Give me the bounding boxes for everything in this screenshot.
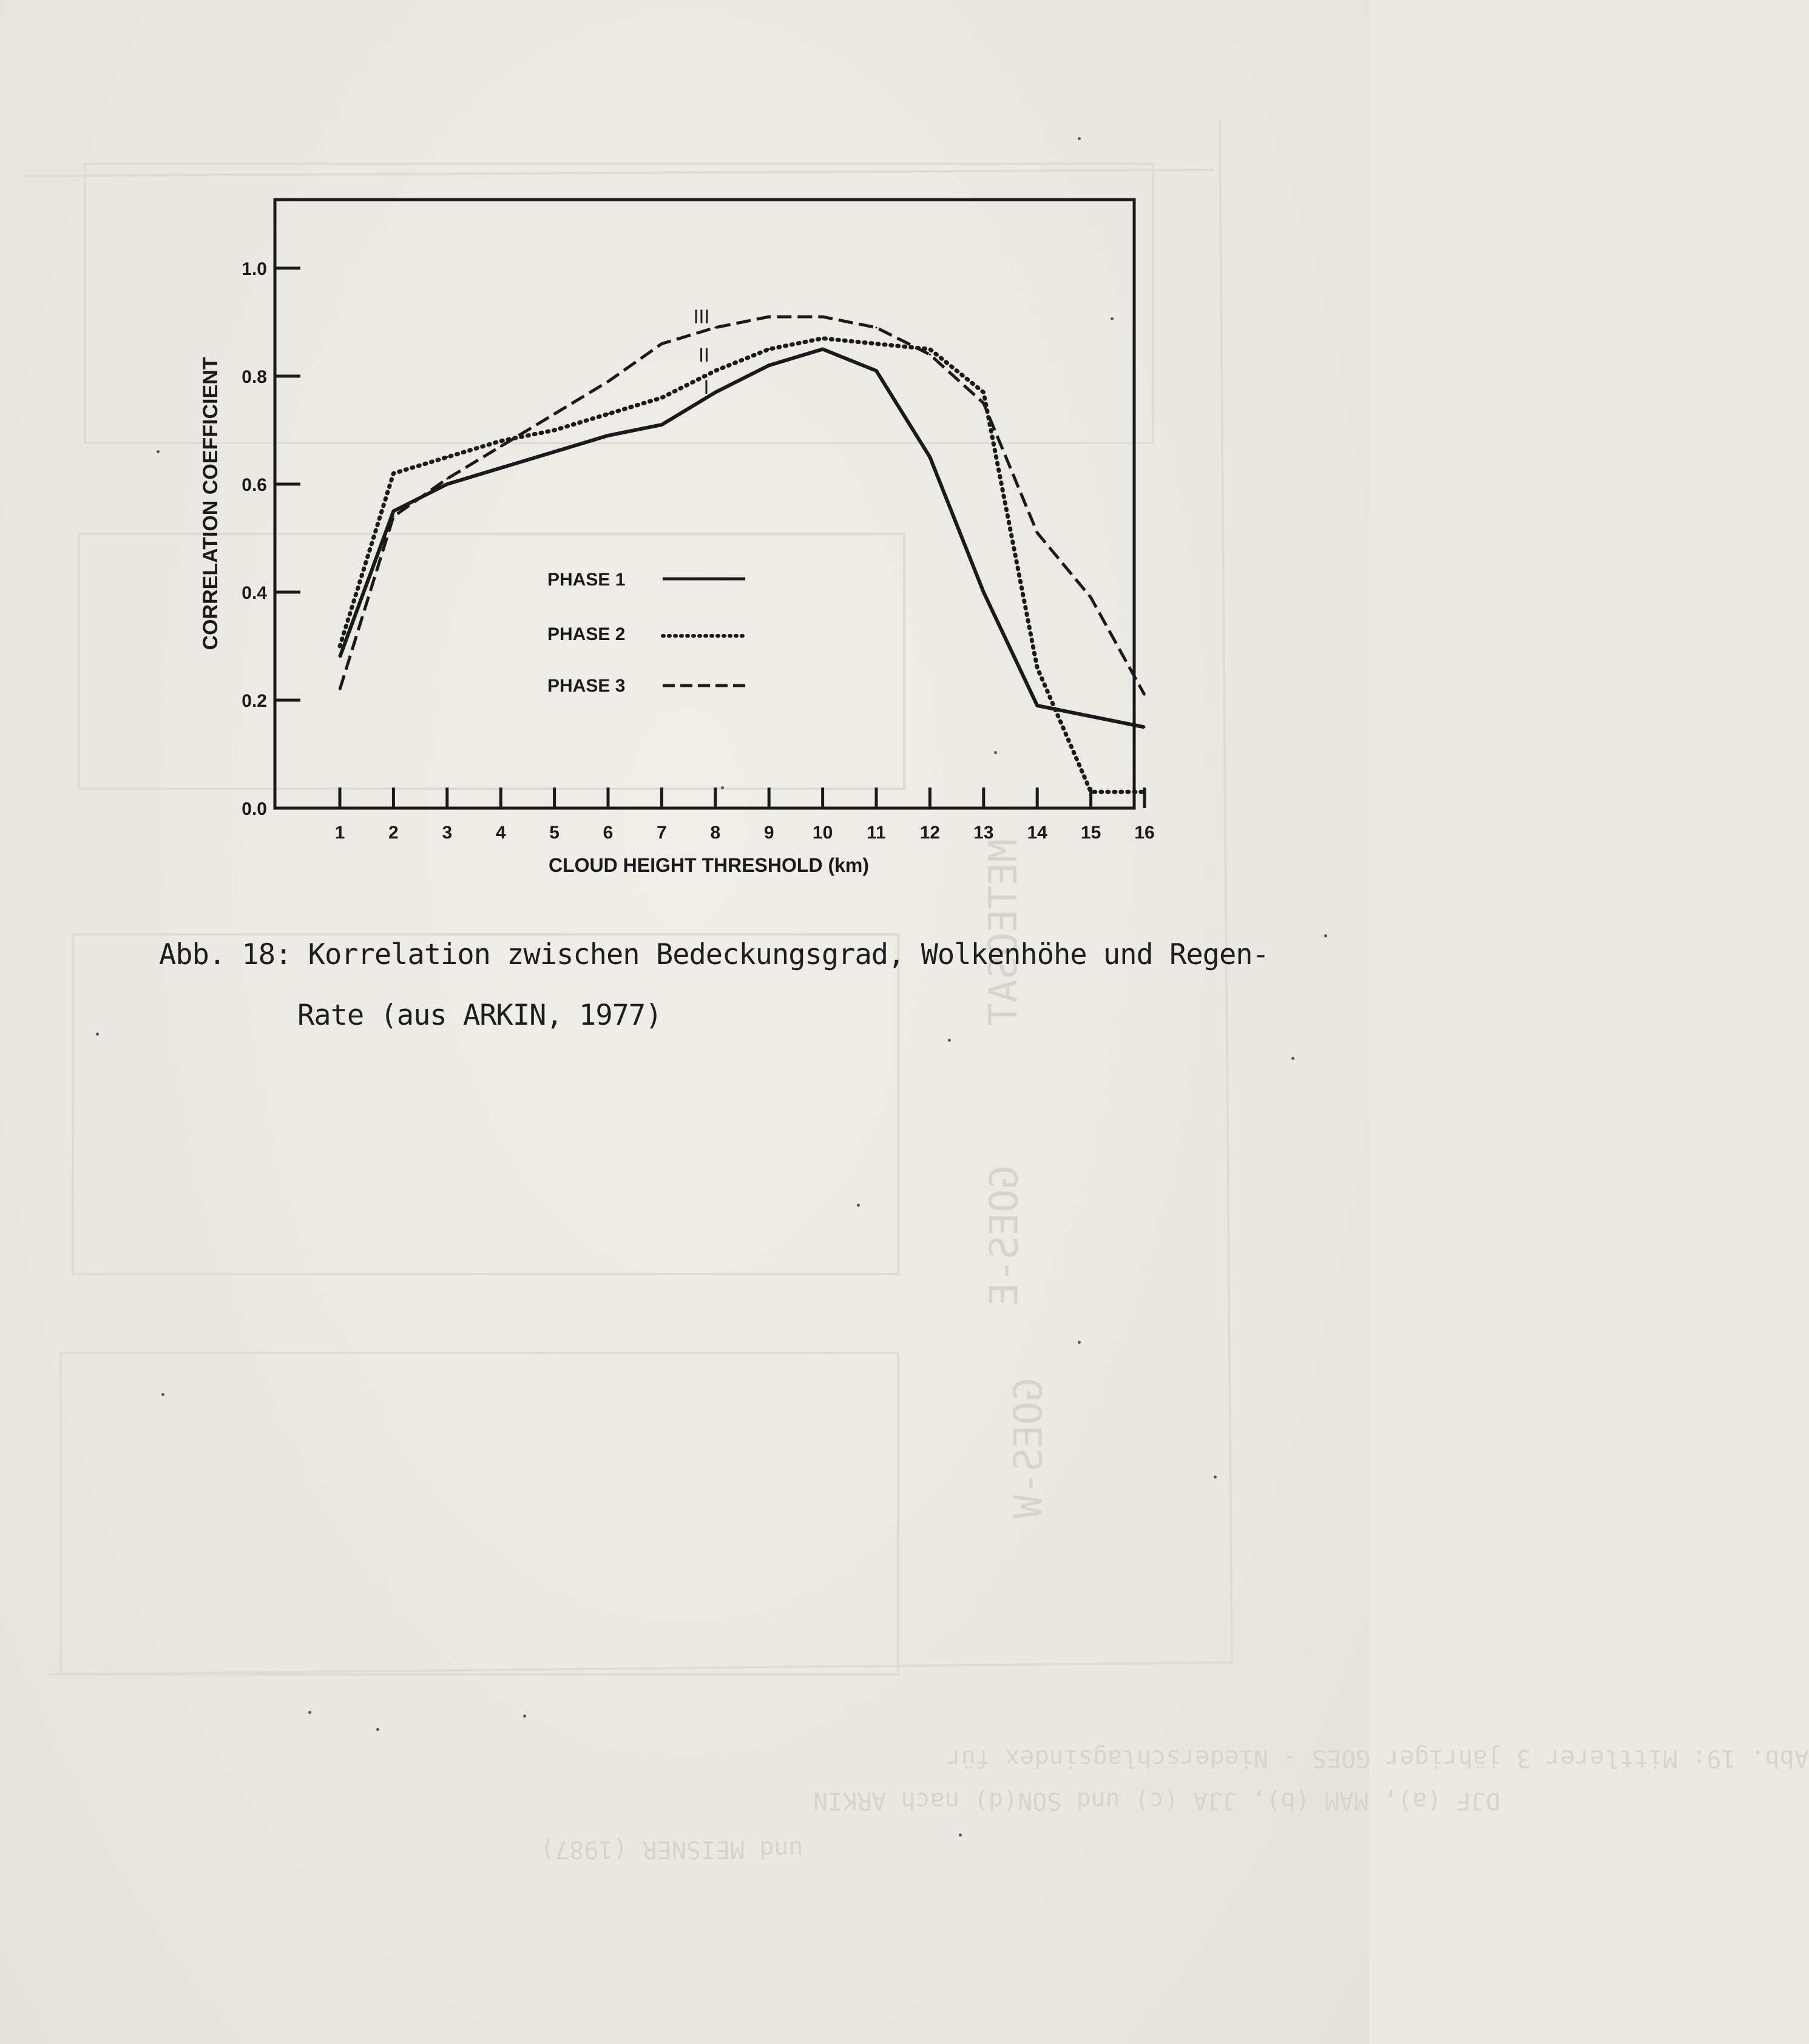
data-point-phase-2	[607, 413, 609, 415]
data-point-phase-3	[446, 478, 448, 480]
x-tick-label: 2	[388, 823, 399, 843]
series-line-phase-1	[340, 349, 1145, 727]
x-tick-label: 1	[334, 823, 345, 843]
data-point-phase-2	[1144, 791, 1146, 793]
x-tick-label: 5	[549, 823, 560, 843]
data-point-phase-3	[553, 413, 555, 415]
x-axis-title: CLOUD HEIGHT THRESHOLD (km)	[549, 854, 869, 876]
legend-label-phase-2: PHASE 2	[547, 624, 626, 644]
scan-speck	[161, 1393, 164, 1396]
data-point-phase-1	[500, 467, 502, 469]
bleed-through-map-frames	[24, 121, 1232, 1675]
scan-speck	[308, 1711, 311, 1714]
bleed-through-caption-line2: DJF (a), MAM (b), JJA (c) und SON(d) nach ARKIN	[813, 1787, 1500, 1815]
figure-caption-line1: Abb. 18: Korrelation zwischen Bedeckungsgrad, Wolkenhöhe und Regen-	[159, 938, 1269, 971]
data-point-phase-1	[714, 391, 716, 393]
scan-speck	[1111, 317, 1114, 320]
data-point-phase-3	[1090, 596, 1092, 598]
data-point-phase-1	[1090, 715, 1092, 717]
data-point-phase-2	[714, 370, 716, 372]
bleed-through-vertical-label-1: GOES-W	[1006, 1378, 1052, 1519]
data-point-phase-3	[393, 516, 394, 518]
data-point-phase-3	[661, 343, 663, 345]
data-point-phase-1	[661, 424, 663, 426]
data-point-phase-1	[393, 510, 394, 512]
y-tick-label: 0.0	[242, 799, 267, 819]
scan-speck	[1078, 1341, 1081, 1344]
x-tick-label: 4	[495, 823, 506, 843]
scan-speck	[157, 450, 160, 453]
data-point-phase-3	[876, 326, 877, 328]
x-tick-label: 6	[603, 823, 614, 843]
data-point-phase-2	[822, 337, 823, 339]
y-axis-title: CORRELATION COEFFICIENT	[199, 357, 222, 650]
data-point-phase-1	[1036, 704, 1038, 706]
data-point-phase-1	[768, 365, 770, 366]
data-point-phase-1	[876, 370, 877, 372]
y-tick-label: 0.8	[242, 367, 267, 387]
data-point-phase-3	[1036, 532, 1038, 534]
data-point-phase-1	[339, 656, 341, 658]
legend-label-phase-1: PHASE 1	[547, 570, 626, 590]
series-label-I: I	[703, 376, 709, 398]
scan-speck	[994, 751, 997, 754]
data-point-phase-3	[768, 316, 770, 318]
x-tick-label: 15	[1080, 823, 1101, 843]
scan-speck	[1078, 137, 1081, 140]
x-tick-label: 8	[710, 823, 721, 843]
x-tick-label: 14	[1027, 823, 1047, 843]
data-point-phase-3	[982, 402, 984, 404]
data-point-phase-1	[982, 592, 984, 593]
y-tick-label: 0.4	[242, 583, 267, 603]
data-point-phase-2	[929, 348, 931, 350]
scan-speck	[376, 1728, 379, 1731]
data-point-phase-3	[714, 326, 716, 328]
legend	[547, 570, 748, 696]
data-point-phase-2	[446, 456, 448, 458]
legend-label-phase-3: PHASE 3	[547, 676, 626, 696]
data-point-phase-3	[822, 316, 823, 318]
data-point-phase-2	[1090, 791, 1092, 793]
x-tick-label: 11	[867, 823, 886, 843]
scan-speck	[1214, 1476, 1217, 1479]
x-tick-label: 9	[763, 823, 774, 843]
data-point-phase-2	[393, 473, 394, 474]
data-point-phase-1	[929, 456, 931, 458]
data-point-phase-2	[1036, 667, 1038, 669]
data-point-phase-2	[876, 343, 877, 345]
data-point-phase-2	[982, 391, 984, 393]
series-line-phase-3	[340, 317, 1145, 695]
x-tick-label: 16	[1134, 823, 1155, 843]
x-tick-label: 10	[812, 823, 833, 843]
y-tick-label: 0.2	[242, 691, 267, 711]
scan-speck	[959, 1833, 962, 1837]
scan-speck	[721, 786, 724, 789]
scan-speck	[948, 1039, 951, 1042]
y-tick-label: 0.6	[242, 475, 267, 495]
x-tick-label: 7	[657, 823, 667, 843]
data-point-phase-2	[339, 646, 341, 647]
data-point-phase-2	[553, 430, 555, 431]
x-tick-label: 13	[973, 823, 994, 843]
scan-speck	[857, 1204, 860, 1207]
bleed-through-vertical-label-2: GOES-E	[982, 1165, 1027, 1306]
scan-speck	[1324, 934, 1327, 937]
data-point-phase-1	[553, 451, 555, 453]
x-tick-label: 12	[919, 823, 941, 843]
data-point-phase-1	[607, 434, 609, 436]
series-line-phase-2	[340, 339, 1145, 792]
scan-speck	[1291, 1057, 1294, 1060]
scan-speck	[96, 1033, 99, 1036]
bleed-through-caption-line3: und MEISNER (1987)	[540, 1835, 803, 1863]
data-point-phase-3	[339, 689, 341, 690]
data-point-phase-1	[446, 484, 448, 485]
data-point-phase-2	[661, 397, 663, 399]
series-label-III: III	[693, 306, 710, 328]
scan-speck	[523, 1715, 526, 1718]
data-point-phase-3	[929, 354, 931, 356]
y-tick-label: 1.0	[242, 259, 267, 279]
data-point-phase-1	[1144, 726, 1146, 728]
data-point-phase-3	[500, 445, 502, 447]
bleed-through-vertical-label-3: METEOSAT	[981, 838, 1027, 1027]
data-point-phase-3	[1144, 694, 1146, 696]
x-tick-label: 3	[442, 823, 453, 843]
series-label-II: II	[698, 344, 709, 366]
data-point-phase-2	[768, 348, 770, 350]
data-point-phase-1	[822, 348, 823, 350]
bleed-through-caption-line1: Abb. 19: Mittlerer 3 jähriger GOES - Niederschlagsindex für	[947, 1744, 1809, 1772]
data-point-phase-3	[607, 380, 609, 382]
figure-caption-line2: Rate (aus ARKIN, 1977)	[297, 999, 662, 1032]
data-point-phase-2	[500, 440, 502, 442]
